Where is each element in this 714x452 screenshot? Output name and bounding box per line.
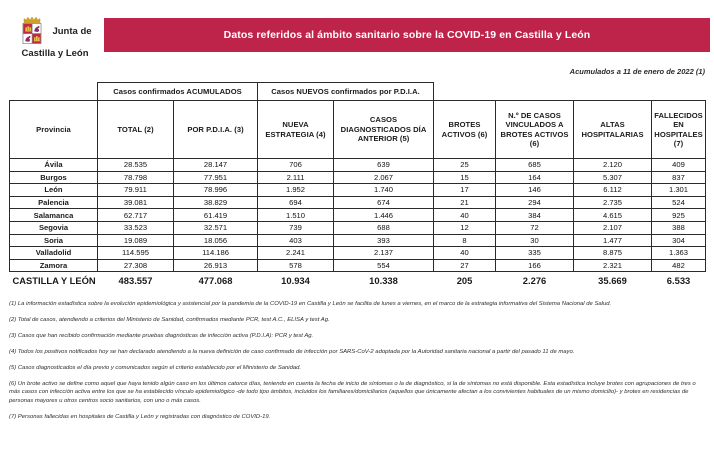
cell-total: 78.798 (98, 171, 174, 184)
cell-pdia: 26.913 (174, 259, 258, 272)
cell-nueva_estrategia: 694 (258, 196, 334, 209)
cell-fallecidos: 304 (652, 234, 706, 247)
col-header-brotes-activos: BROTES ACTIVOS (6) (434, 101, 496, 159)
cell-altas: 2.321 (574, 259, 652, 272)
table-group-header-row (10, 83, 706, 101)
cell-vinculados: 384 (496, 209, 574, 222)
cell-total: 39.081 (98, 196, 174, 209)
castilla-y-leon-crest-icon (18, 14, 48, 48)
footnote-2: (2) Total de casos, atendiendo a criterios del Ministerio de Sanidad, confirmados mediante PCR, test A.C., ELISA y test Ag. (9, 317, 330, 324)
cell-provincia: Valladolid (10, 247, 98, 260)
cell-pdia: 18.056 (174, 234, 258, 247)
cell-provincia: Segovia (10, 221, 98, 234)
cell-provincia: Zamora (10, 259, 98, 272)
cell-pdia: 38.829 (174, 196, 258, 209)
cell-fallecidos: 482 (652, 259, 706, 272)
table-footer (10, 272, 706, 290)
group-header-spacer (10, 83, 98, 101)
page-header (0, 0, 714, 62)
cell-brotes: 27 (434, 259, 496, 272)
cell-brotes: 21 (434, 196, 496, 209)
col-header-por-pdia: POR P.D.I.A. (3) (174, 101, 258, 159)
cell-dia_anterior: 1.740 (334, 184, 434, 197)
cell-dia_anterior: 639 (334, 159, 434, 172)
col-header-casos-vinculados: N.º DE CASOS VINCULADOS A BROTES ACTIVOS (6) (496, 101, 574, 159)
cell-brotes: 12 (434, 221, 496, 234)
cell-pdia: 28.147 (174, 159, 258, 172)
cell-provincia: Salamanca (10, 209, 98, 222)
cell-vinculados: 335 (496, 247, 574, 260)
cell-dia_anterior: 2.067 (334, 171, 434, 184)
cell-fallecidos: 409 (652, 159, 706, 172)
table-row (10, 184, 706, 197)
cell-vinculados: 146 (496, 184, 574, 197)
cell-dia_anterior: 393 (334, 234, 434, 247)
table-row (10, 196, 706, 209)
table-body (10, 159, 706, 272)
cell-fallecidos: 1.301 (652, 184, 706, 197)
cell-provincia: Palencia (10, 196, 98, 209)
cell-nueva_estrategia: 578 (258, 259, 334, 272)
cell-altas: 5.307 (574, 171, 652, 184)
cell-pdia: 77.951 (174, 171, 258, 184)
total-cell-total: 483.557 (98, 272, 174, 290)
total-cell-altas: 35.669 (574, 272, 652, 290)
total-cell-pdia: 477.068 (174, 272, 258, 290)
total-cell-brotes: 205 (434, 272, 496, 290)
total-cell-provincia: CASTILLA Y LEÓN (10, 272, 98, 290)
total-cell-dia_anterior: 10.338 (334, 272, 434, 290)
cell-fallecidos: 925 (652, 209, 706, 222)
table-row (10, 159, 706, 172)
group-header-acumulados: Casos confirmados ACUMULADOS (98, 83, 258, 101)
col-header-altas-hospitalarias: ALTAS HOSPITALARIAS (574, 101, 652, 159)
cell-fallecidos: 837 (652, 171, 706, 184)
cell-altas: 6.112 (574, 184, 652, 197)
covid-statistics-table (9, 82, 706, 289)
cell-dia_anterior: 1.446 (334, 209, 434, 222)
logo-line-2: Castilla y León (21, 48, 89, 59)
cell-fallecidos: 524 (652, 196, 706, 209)
cell-pdia: 114.186 (174, 247, 258, 260)
cell-total: 27.308 (98, 259, 174, 272)
cell-altas: 2.120 (574, 159, 652, 172)
cell-fallecidos: 1.363 (652, 247, 706, 260)
cell-pdia: 32.571 (174, 221, 258, 234)
cell-pdia: 78.996 (174, 184, 258, 197)
col-header-total: TOTAL (2) (98, 101, 174, 159)
col-header-provincia: Provincia (10, 101, 98, 159)
col-header-fallecidos: FALLECIDOS EN HOSPITALES (7) (652, 101, 706, 159)
cell-nueva_estrategia: 739 (258, 221, 334, 234)
footnote-6: (6) Un brote activo se define como aquel que haya tenido algún caso en los últimos catorce días, teniendo en cuenta la fecha de inicio de síntomas o la de diagnóstico, si la de síntomas no está disponible. Esta estadística incluye brotes con agrupaciones de tres o más casos con infección activa entre los que se ha establecido vínculo epidemiológico -de todo tipo ámbitos, incluidos los familiares/domiciliarios (aquellos que únicamente afectan a los convivientes habituales de un mismo domicilio)- y brotes en residencias de personas mayores u otros centros socio sanitarios, con uno o más casos. (9, 380, 696, 404)
cell-total: 19.089 (98, 234, 174, 247)
cell-dia_anterior: 554 (334, 259, 434, 272)
cell-altas: 2.107 (574, 221, 652, 234)
cell-nueva_estrategia: 1.952 (258, 184, 334, 197)
group-header-nuevos: Casos NUEVOS confirmados por P.D.I.A. (258, 83, 434, 101)
institutional-logo (0, 0, 104, 59)
table-row (10, 221, 706, 234)
cell-total: 28.535 (98, 159, 174, 172)
accumulated-date-note: Acumulados a 11 de enero de 2022 (1) (569, 67, 705, 76)
table-row (10, 234, 706, 247)
cell-nueva_estrategia: 403 (258, 234, 334, 247)
footnote-4: (4) Todos los positivos notificados hoy se han declarado atendiendo a la nueva definición de caso confirmado de infección por SARS-CoV-2 adoptada por la Autoridad sanitaria nacional a partir del pasado 11 de mayo. (9, 349, 575, 356)
cell-provincia: León (10, 184, 98, 197)
cell-brotes: 15 (434, 171, 496, 184)
footnotes-section (9, 300, 705, 421)
cell-nueva_estrategia: 706 (258, 159, 334, 172)
cell-vinculados: 685 (496, 159, 574, 172)
cell-brotes: 25 (434, 159, 496, 172)
cell-vinculados: 72 (496, 221, 574, 234)
cell-total: 62.717 (98, 209, 174, 222)
total-cell-nueva_estrategia: 10.934 (258, 272, 334, 290)
cell-dia_anterior: 2.137 (334, 247, 434, 260)
data-table-container (9, 82, 705, 289)
group-header-spacer-right (434, 83, 706, 101)
cell-nueva_estrategia: 2.111 (258, 171, 334, 184)
cell-altas: 8.875 (574, 247, 652, 260)
cell-total: 33.523 (98, 221, 174, 234)
footnote-1: (1) La información estadística sobre la evolución epidemiológica y asistencial por la pandemia de la COVID-19 en Castilla y León se facilita de lunes a viernes, en el marco de la estrategia informativa del Sistema Nacional de Salud. (9, 301, 612, 308)
total-cell-vinculados: 2.276 (496, 272, 574, 290)
cell-total: 114.595 (98, 247, 174, 260)
table-column-header-row (10, 101, 706, 159)
page-title: Datos referidos al ámbito sanitario sobre la COVID-19 en Castilla y León (223, 29, 591, 41)
cell-altas: 2.735 (574, 196, 652, 209)
cell-nueva_estrategia: 2.241 (258, 247, 334, 260)
cell-vinculados: 294 (496, 196, 574, 209)
table-row (10, 209, 706, 222)
total-cell-fallecidos: 6.533 (652, 272, 706, 290)
cell-provincia: Burgos (10, 171, 98, 184)
cell-altas: 4.615 (574, 209, 652, 222)
cell-altas: 1.477 (574, 234, 652, 247)
table-row (10, 171, 706, 184)
footnote-3: (3) Casos que han recibido confirmación mediante pruebas diagnósticas de infección activa (P.D.I.A): PCR y test Ag. (9, 333, 314, 340)
footnote-7: (7) Personas fallecidas en hospitales de Castilla y León y registradas con diagnóstico de COVID-19. (9, 413, 271, 420)
cell-provincia: Ávila (10, 159, 98, 172)
cell-nueva_estrategia: 1.510 (258, 209, 334, 222)
col-header-nueva-estrategia: NUEVA ESTRATEGIA (4) (258, 101, 334, 159)
table-total-row (10, 272, 706, 290)
cell-dia_anterior: 674 (334, 196, 434, 209)
cell-dia_anterior: 688 (334, 221, 434, 234)
cell-brotes: 40 (434, 247, 496, 260)
cell-brotes: 17 (434, 184, 496, 197)
table-row (10, 247, 706, 260)
cell-brotes: 40 (434, 209, 496, 222)
cell-vinculados: 30 (496, 234, 574, 247)
cell-fallecidos: 388 (652, 221, 706, 234)
cell-pdia: 61.419 (174, 209, 258, 222)
cell-brotes: 8 (434, 234, 496, 247)
footnote-5: (5) Casos diagnosticados el día previo y comunicados según el criterio establecido por el Ministerio de Sanidad. (9, 364, 302, 371)
cell-provincia: Soria (10, 234, 98, 247)
table-row (10, 259, 706, 272)
cell-vinculados: 164 (496, 171, 574, 184)
col-header-dia-anterior: CASOS DIAGNOSTICADOS DÍA ANTERIOR (5) (334, 101, 434, 159)
cell-total: 79.911 (98, 184, 174, 197)
title-banner (104, 18, 710, 52)
cell-vinculados: 166 (496, 259, 574, 272)
logo-line-1: Junta de (52, 25, 92, 37)
